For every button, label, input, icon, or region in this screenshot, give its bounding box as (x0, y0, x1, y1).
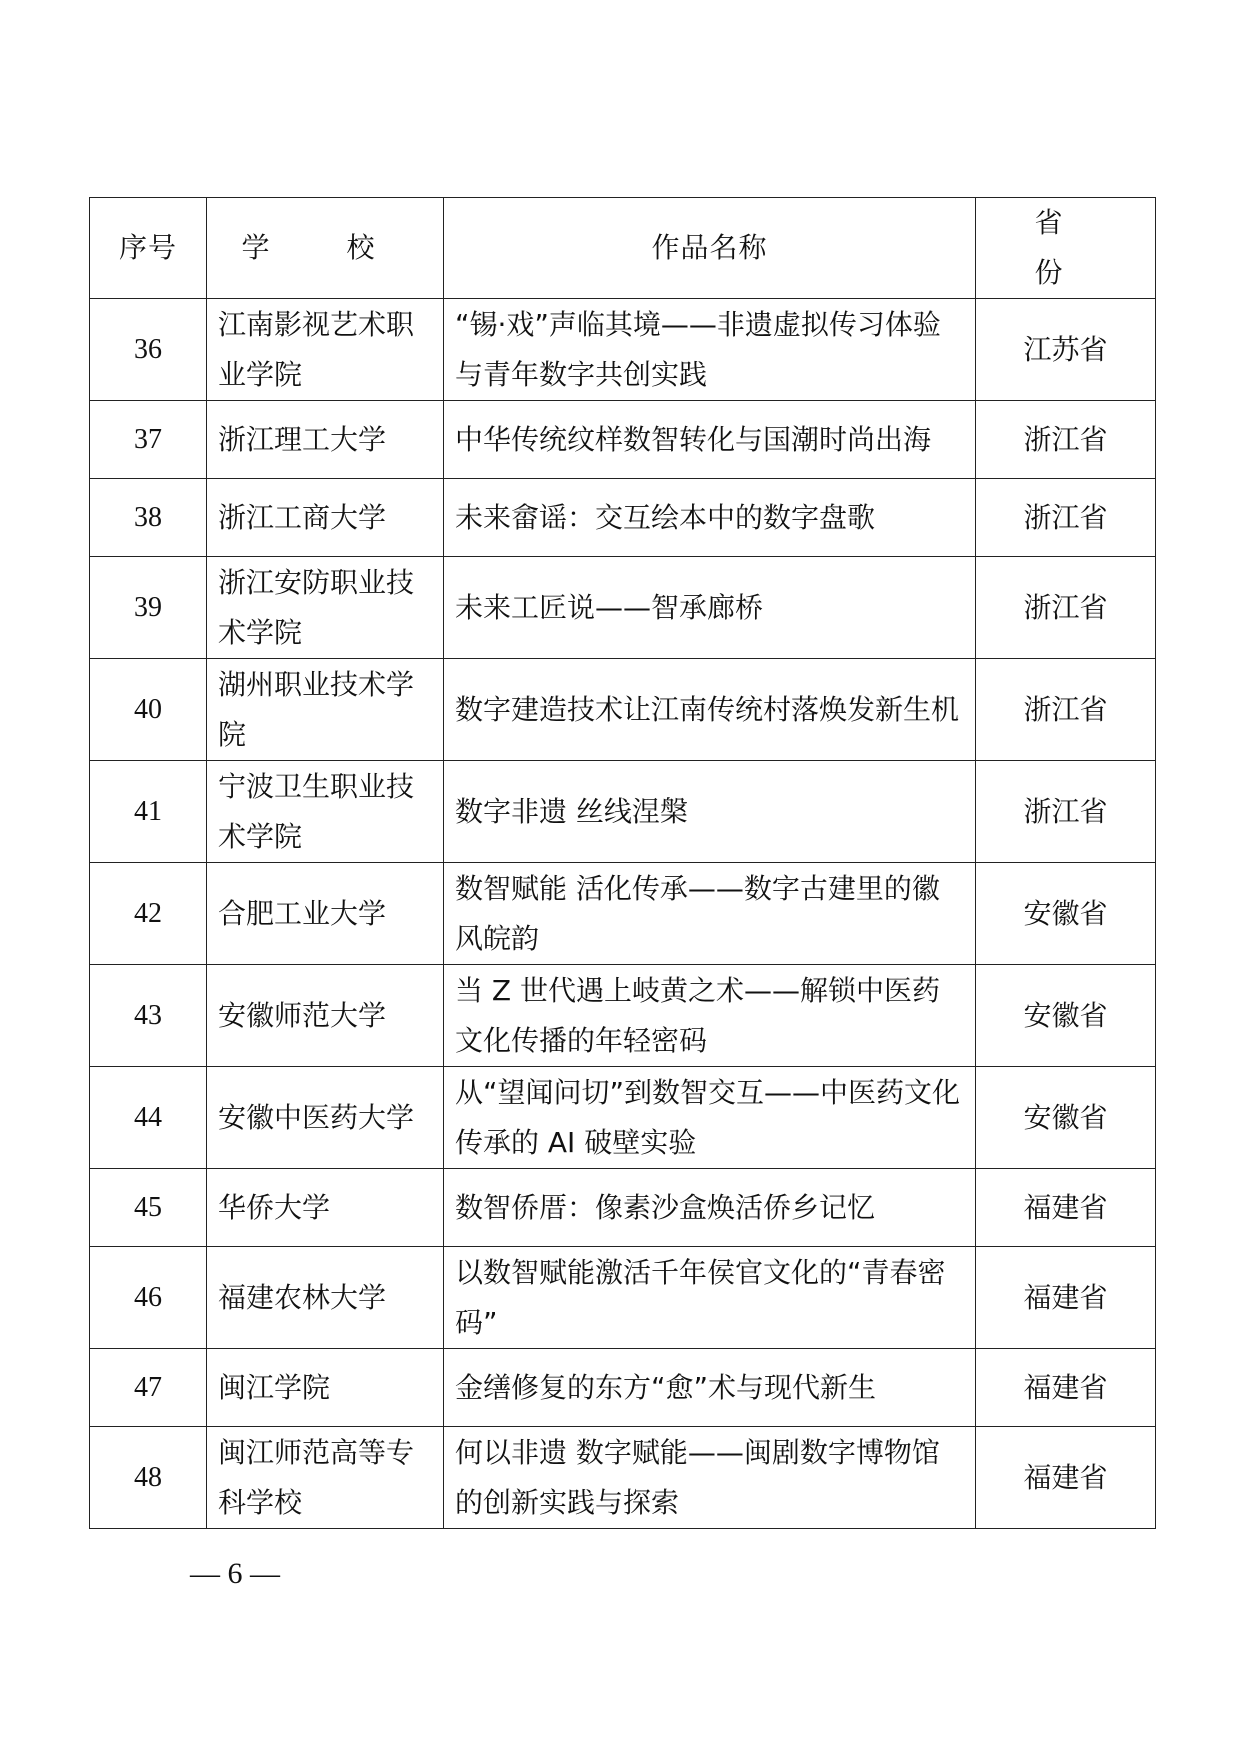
table-row (90, 659, 1156, 761)
cell-school: 福建农林大学 (207, 1247, 444, 1349)
table-header-row (90, 198, 1156, 299)
cell-work-title: 当 Z 世代遇上岐黄之术——解锁中医药文化传播的年轻密码 (444, 965, 976, 1067)
cell-school: 湖州职业技术学院 (207, 659, 444, 761)
cell-number: 37 (90, 401, 207, 479)
header-province: 省 份 (976, 198, 1156, 299)
page-number: — 6 — (190, 1557, 280, 1590)
cell-school: 江南影视艺术职业学院 (207, 299, 444, 401)
cell-school: 闽江师范高等专科学校 (207, 1427, 444, 1529)
cell-number: 42 (90, 863, 207, 965)
cell-number: 48 (90, 1427, 207, 1529)
header-school: 学 校 (207, 198, 444, 299)
table-row (90, 299, 1156, 401)
cell-work-title: 数智侨厝：像素沙盒焕活侨乡记忆 (444, 1169, 976, 1247)
data-table (89, 197, 1156, 1529)
table-row (90, 965, 1156, 1067)
header-number: 序号 (90, 198, 207, 299)
table-row (90, 761, 1156, 863)
cell-province: 福建省 (976, 1247, 1156, 1349)
table-row (90, 863, 1156, 965)
cell-province: 安徽省 (976, 863, 1156, 965)
table-row (90, 1169, 1156, 1247)
table-row (90, 479, 1156, 557)
cell-school: 闽江学院 (207, 1349, 444, 1427)
cell-work-title: 数字建造技术让江南传统村落焕发新生机 (444, 659, 976, 761)
cell-province: 福建省 (976, 1169, 1156, 1247)
cell-province: 浙江省 (976, 557, 1156, 659)
cell-province: 江苏省 (976, 299, 1156, 401)
cell-school: 宁波卫生职业技术学院 (207, 761, 444, 863)
cell-school: 合肥工业大学 (207, 863, 444, 965)
table-row (90, 1247, 1156, 1349)
cell-school: 浙江理工大学 (207, 401, 444, 479)
cell-number: 46 (90, 1247, 207, 1349)
table-row (90, 557, 1156, 659)
table-row (90, 1067, 1156, 1169)
table-row (90, 1427, 1156, 1529)
cell-work-title: 从“望闻问切”到数智交互——中医药文化传承的 AI 破壁实验 (444, 1067, 976, 1169)
cell-work-title: 金缮修复的东方“愈”术与现代新生 (444, 1349, 976, 1427)
cell-province: 安徽省 (976, 965, 1156, 1067)
cell-number: 40 (90, 659, 207, 761)
cell-province: 安徽省 (976, 1067, 1156, 1169)
cell-school: 浙江工商大学 (207, 479, 444, 557)
cell-number: 39 (90, 557, 207, 659)
cell-school: 安徽师范大学 (207, 965, 444, 1067)
cell-number: 43 (90, 965, 207, 1067)
cell-school: 浙江安防职业技术学院 (207, 557, 444, 659)
cell-number: 45 (90, 1169, 207, 1247)
cell-province: 浙江省 (976, 479, 1156, 557)
cell-work-title: “锡·戏”声临其境——非遗虚拟传习体验与青年数字共创实践 (444, 299, 976, 401)
table-row (90, 401, 1156, 479)
cell-number: 38 (90, 479, 207, 557)
cell-number: 44 (90, 1067, 207, 1169)
cell-number: 47 (90, 1349, 207, 1427)
cell-work-title: 中华传统纹样数智转化与国潮时尚出海 (444, 401, 976, 479)
cell-number: 36 (90, 299, 207, 401)
cell-work-title: 未来工匠说——智承廊桥 (444, 557, 976, 659)
cell-work-title: 何以非遗 数字赋能——闽剧数字博物馆的创新实践与探索 (444, 1427, 976, 1529)
cell-province: 福建省 (976, 1349, 1156, 1427)
table-row (90, 1349, 1156, 1427)
cell-province: 浙江省 (976, 659, 1156, 761)
cell-number: 41 (90, 761, 207, 863)
cell-work-title: 数字非遗 丝线涅槃 (444, 761, 976, 863)
cell-work-title: 数智赋能 活化传承——数字古建里的徽风皖韵 (444, 863, 976, 965)
cell-school: 华侨大学 (207, 1169, 444, 1247)
cell-work-title: 未来畲谣：交互绘本中的数字盘歌 (444, 479, 976, 557)
cell-province: 浙江省 (976, 761, 1156, 863)
cell-work-title: 以数智赋能激活千年侯官文化的“青春密码” (444, 1247, 976, 1349)
cell-school: 安徽中医药大学 (207, 1067, 444, 1169)
header-work-title: 作品名称 (444, 198, 976, 299)
cell-province: 福建省 (976, 1427, 1156, 1529)
cell-province: 浙江省 (976, 401, 1156, 479)
